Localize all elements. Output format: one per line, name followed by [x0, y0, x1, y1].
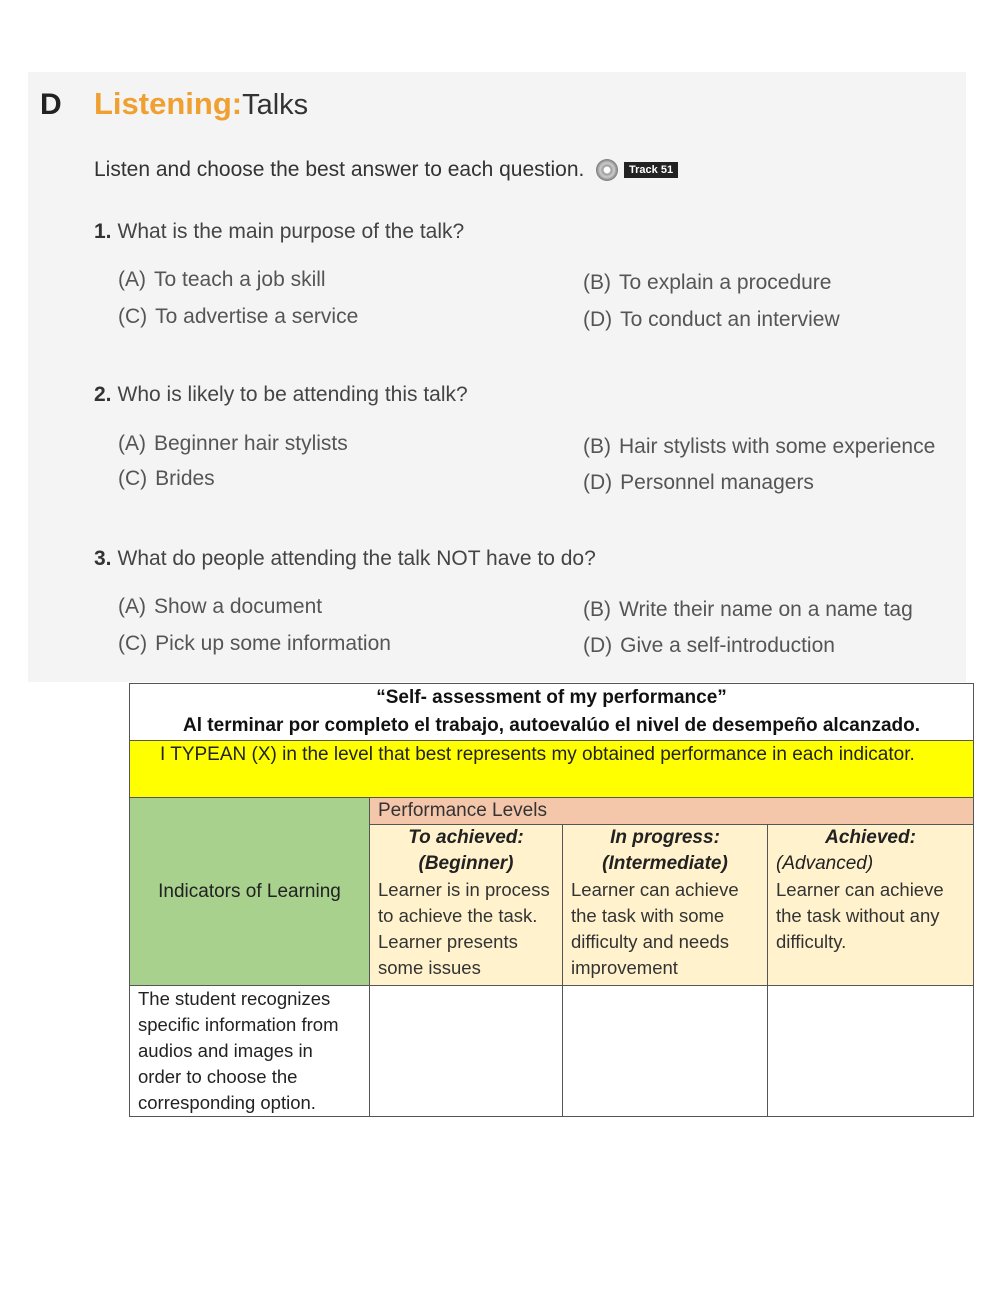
question-2: 2. Who is likely to be attending this talk? — [94, 383, 468, 406]
performance-levels-header: Performance Levels — [370, 798, 974, 825]
indicators-header: Indicators of Learning — [130, 798, 370, 986]
section-title — [94, 86, 308, 122]
level-beginner: To achieved: (Beginner) Learner is in process to achieve the task. Learner presents some issues — [370, 825, 563, 986]
q2-option-b[interactable]: (B) Hair stylists with some experience — [583, 435, 936, 458]
q1-option-c[interactable]: (C) To advertise a service — [118, 305, 359, 328]
q1-option-a[interactable]: (A) To teach a job skill — [118, 268, 326, 291]
q2-option-a[interactable]: (A) Beginner hair stylists — [118, 432, 348, 455]
question-3: 3. What do people attending the talk NOT have to do? — [94, 547, 596, 570]
assessment-subtitle: Al terminar por completo el trabajo, autoevalúo el nivel de desempeño alcanzado. — [183, 715, 920, 736]
assessment-header — [130, 684, 974, 741]
mark-cell-beginner[interactable] — [370, 986, 563, 1117]
section-title-highlight: Listening: — [94, 86, 243, 121]
q3-option-a[interactable]: (A) Show a document — [118, 595, 323, 618]
assessment-instruction: I TYPEAN (X) in the level that best represents my obtained performance in each indicator. — [130, 741, 974, 798]
mark-cell-advanced[interactable] — [768, 986, 974, 1117]
assessment-title: “Self- assessment of my performance” — [376, 687, 727, 708]
q1-option-b[interactable]: (B) To explain a procedure — [583, 271, 832, 294]
q3-option-b[interactable]: (B) Write their name on a name tag — [583, 598, 913, 621]
section-letter: D — [40, 88, 62, 121]
audio-cd-icon — [596, 159, 618, 181]
q2-option-d[interactable]: (D) Personnel managers — [583, 471, 814, 494]
mark-cell-intermediate[interactable] — [563, 986, 768, 1117]
section-title-rest: Talks — [242, 89, 309, 121]
q3-option-c[interactable]: (C) Pick up some information — [118, 632, 391, 655]
indicator-description: The student recognizes specific information from audios and images in order to choose the corresponding option. — [130, 986, 370, 1117]
track-label: Track 51 — [624, 162, 678, 178]
listening-instruction: Listen and choose the best answer to each question. Track 51 — [94, 158, 678, 182]
self-assessment-table — [129, 683, 974, 1117]
level-advanced: Achieved: (Advanced) Learner can achieve the task without any difficulty. — [768, 825, 974, 986]
q2-option-c[interactable]: (C) Brides — [118, 467, 215, 490]
q1-option-d[interactable]: (D) To conduct an interview — [583, 308, 840, 331]
q3-option-d[interactable]: (D) Give a self-introduction — [583, 634, 835, 657]
question-1: 1. What is the main purpose of the talk? — [94, 220, 465, 243]
level-intermediate: In progress: (Intermediate) Learner can achieve the task with some difficulty and needs improvement — [563, 825, 768, 986]
